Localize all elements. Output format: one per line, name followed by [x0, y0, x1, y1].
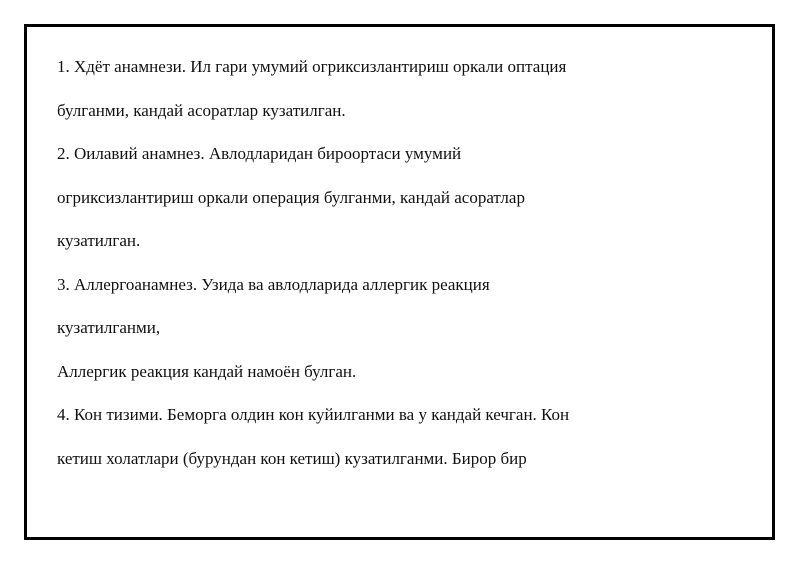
- text-line-2: булганми, кандай асоратлар кузатилган.: [57, 100, 346, 120]
- text-line-5: кузатилган.: [57, 231, 141, 250]
- text-line-4: огриксизлантириш оркали операция булганми, кандай асоратлар: [57, 187, 525, 207]
- text-line-9: 4. Кон тизими. Беморга олдин кон куйилганми ва у кандай кечган. Кон: [57, 405, 570, 424]
- text-line-8: Аллергик реакция кандай намоён булган.: [57, 361, 357, 381]
- text-line-3: 2. Оилавий анамнез. Авлодларидан бироортаси умумий: [57, 144, 462, 163]
- page-frame: [24, 24, 775, 540]
- text-line-7: кузатилганми,: [57, 318, 161, 337]
- document-text: [57, 55, 747, 490]
- text-line-1: 1. Хдёт анамнези. Ил гари умумий огриксизлантириш оркали оптация: [57, 57, 567, 76]
- text-line-6: 3. Аллергоанамнез. Узида ва авлодларида аллергик реакция: [57, 274, 490, 294]
- text-line-10: кетиш холатлари (бурундан кон кетиш) кузатилганми. Бирор бир: [57, 448, 527, 468]
